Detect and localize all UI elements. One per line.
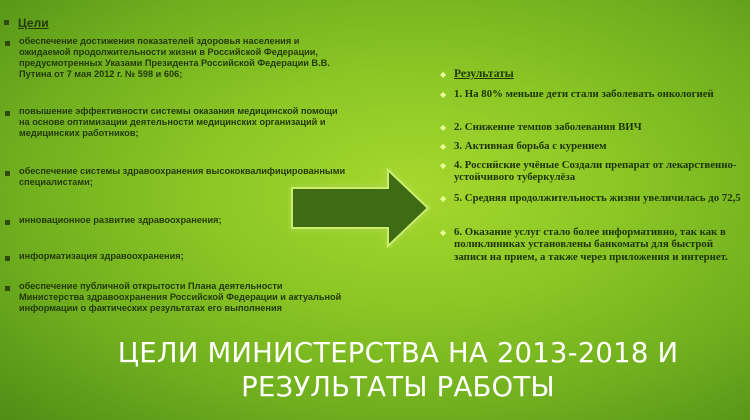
result-item: 5. Средняя продолжительность жизни увеличилась до 72,5 [454,192,741,204]
goal-item: повышение эффективности системы оказания медицинской помощи на основе оптимизации деятельности медицинских организаций и медицинских работников; [19,106,338,138]
square-bullet-icon [5,220,10,225]
diamond-bullet-icon: ◆ [440,194,447,203]
square-bullet-icon [5,171,10,176]
square-bullet-icon [5,111,10,116]
result-item: 1. На 80% меньше дети стали заболевать онкологией [454,88,714,100]
diamond-bullet-icon: ◆ [440,90,447,99]
goal-item: обеспечение достижения показателей здоровья населения и ожидаемой продолжительности жизни в Российской Федерации, предусмотренных Указами Президента Российской Федерации В.В. Путина от 7 мая 2012 г. № 598 и 606; [19,36,330,79]
square-bullet-icon [4,20,9,25]
result-item: 6. Оказание услуг стало более информативно, так как в поликлиниках установлены банкоматы для быстрой записи на прием, а также через приложения и интернет. [454,226,728,263]
square-bullet-icon [5,286,10,291]
diamond-bullet-icon: ◆ [440,161,447,170]
goals-heading: Цели [18,16,49,30]
square-bullet-icon [5,256,10,261]
slide-title-line: РЕЗУЛЬТАТЫ РАБОТЫ [241,371,555,403]
goal-item: инновационное развитие здравоохранения; [19,215,222,225]
result-item: 4. Российские учёные Создали препарат от лекарственно- устойчивого туберкулёза [454,159,737,184]
diamond-bullet-icon: ◆ [440,70,447,79]
square-bullet-icon [5,41,10,46]
result-item: 2. Снижение темпов заболевания ВИЧ [454,121,642,133]
goal-item: информатизация здравоохранения; [19,251,184,261]
goal-item: обеспечение публичной открытости Плана деятельности Министерства здравоохранения Российской Федерации и актуальной информации о фактических результатах его выполнения [19,281,342,313]
result-item: 3. Активная борьба с курением [454,140,607,152]
slide-title-line: ЦЕЛИ МИНИСТЕРСТВА НА 2013-2018 И [117,337,679,369]
diamond-bullet-icon: ◆ [440,123,447,132]
diamond-bullet-icon: ◆ [440,142,447,151]
diamond-bullet-icon: ◆ [440,228,447,237]
right-arrow-icon [288,168,432,248]
slide-title [88,336,708,404]
results-heading: Результаты [454,68,514,80]
goal-item: обеспечение системы здравоохранения высококвалифицированными специалистами; [19,166,346,187]
